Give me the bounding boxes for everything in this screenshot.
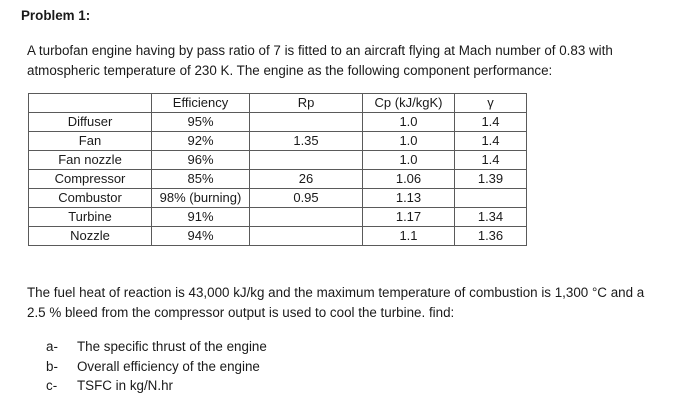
gamma-cell: [455, 189, 527, 208]
component-cell: Compressor: [29, 170, 152, 189]
gamma-cell: 1.4: [455, 132, 527, 151]
table-row: [29, 132, 527, 151]
problem-conditions: [27, 283, 697, 323]
rp-cell: [250, 208, 363, 227]
task-text: Overall efficiency of the engine: [77, 358, 260, 374]
rp-cell: [250, 151, 363, 170]
component-cell: Fan nozzle: [29, 151, 152, 170]
efficiency-cell: 94%: [152, 227, 250, 246]
table-row: [29, 170, 527, 189]
conditions-line: 2.5 % bleed from the compressor output is used to cool the turbine. find:: [27, 305, 455, 320]
efficiency-cell: 91%: [152, 208, 250, 227]
statement-line: atmospheric temperature of 230 K. The engine as the following component performance:: [27, 63, 553, 78]
rp-cell: 1.35: [250, 132, 363, 151]
table-row: [29, 208, 527, 227]
rp-cell: 0.95: [250, 189, 363, 208]
header-cell: Rp: [250, 94, 363, 113]
gamma-cell: 1.39: [455, 170, 527, 189]
cp-cell: 1.13: [363, 189, 455, 208]
efficiency-cell: 85%: [152, 170, 250, 189]
efficiency-cell: 92%: [152, 132, 250, 151]
rp-cell: 26: [250, 170, 363, 189]
header-cell: [29, 94, 152, 113]
task-item: [46, 376, 267, 396]
task-item: [46, 357, 267, 377]
component-cell: Nozzle: [29, 227, 152, 246]
task-list: [46, 337, 267, 396]
table-row: [29, 189, 527, 208]
table-row: [29, 227, 527, 246]
cp-cell: 1.0: [363, 113, 455, 132]
task-text: The specific thrust of the engine: [77, 339, 267, 354]
problem-statement: [27, 41, 697, 81]
task-marker: b-: [46, 358, 58, 374]
component-cell: Turbine: [29, 208, 152, 227]
gamma-cell: 1.4: [455, 151, 527, 170]
header-cell: γ: [455, 94, 527, 113]
cp-cell: 1.17: [363, 208, 455, 227]
header-cell: Efficiency: [152, 94, 250, 113]
efficiency-cell: 95%: [152, 113, 250, 132]
rp-cell: [250, 113, 363, 132]
gamma-cell: 1.34: [455, 208, 527, 227]
cp-cell: 1.0: [363, 151, 455, 170]
component-cell: Fan: [29, 132, 152, 151]
gamma-cell: 1.36: [455, 227, 527, 246]
cp-cell: 1.06: [363, 170, 455, 189]
task-marker: c-: [46, 378, 58, 393]
cp-cell: 1.1: [363, 227, 455, 246]
conditions-line: The fuel heat of reaction is 43,000 kJ/kg and the maximum temperature of combustion is 1,300 °C and a: [27, 285, 645, 300]
table-row: [29, 151, 527, 170]
task-text: TSFC in kg/N.hr: [77, 378, 173, 393]
component-performance-table: [28, 93, 527, 246]
table-header-row: [29, 94, 527, 113]
rp-cell: [250, 227, 363, 246]
efficiency-cell: 98% (burning): [152, 189, 250, 208]
task-item: [46, 337, 267, 357]
efficiency-cell: 96%: [152, 151, 250, 170]
statement-line: A turbofan engine having by pass ratio of 7 is fitted to an aircraft flying at Mach number of 0.83 with: [27, 43, 613, 58]
header-cell: Cp (kJ/kgK): [363, 94, 455, 113]
gamma-cell: 1.4: [455, 113, 527, 132]
task-marker: a-: [46, 339, 58, 354]
table-row: [29, 113, 527, 132]
component-cell: Combustor: [29, 189, 152, 208]
problem-title: Problem 1:: [21, 8, 91, 23]
component-cell: Diffuser: [29, 113, 152, 132]
cp-cell: 1.0: [363, 132, 455, 151]
